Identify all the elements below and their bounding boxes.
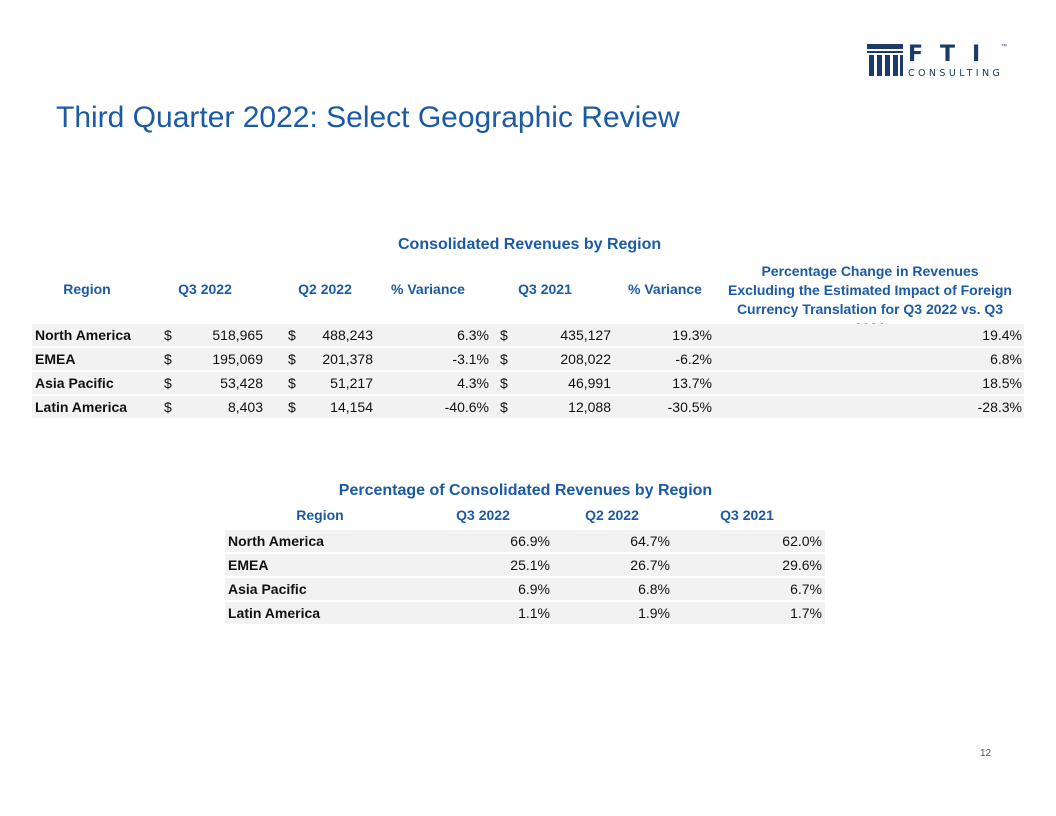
table2-header-q3-2022: Q3 2022 [456, 507, 510, 523]
table1-cell-currency-q3-2022: $ [164, 327, 172, 343]
table1-cell-currency-q3-2022: $ [164, 375, 172, 391]
table2-cell-region: Asia Pacific [228, 581, 307, 597]
table2-cell-q3-2022: 66.9% [510, 533, 550, 549]
table1-header-q3-2021: Q3 2021 [518, 281, 572, 297]
table1-cell-currency-q2-2022: $ [288, 375, 296, 391]
table1-cell-q3-2022: 8,403 [227, 399, 263, 415]
page-number: 12 [980, 748, 992, 759]
table1-cell-q3-2021: 46,991 [568, 375, 611, 391]
table2-header-q2-2022: Q2 2022 [585, 507, 639, 523]
table2-cell-region: North America [228, 533, 324, 549]
table1-cell-currency-q3-2021: $ [500, 327, 508, 343]
table1-cell-fx-change: -28.3% [977, 399, 1022, 415]
table1-cell-variance-2: 19.3% [672, 327, 712, 343]
table1-cell-currency-q3-2021: $ [500, 375, 508, 391]
table1-cell-q2-2022: 488,243 [322, 327, 373, 343]
table2-cell-q3-2022: 1.1% [518, 605, 550, 621]
table1-cell-variance-2: 13.7% [672, 375, 712, 391]
table1-header-q2-2022: Q2 2022 [298, 281, 352, 297]
table1-cell-variance-1: -3.1% [452, 351, 489, 367]
table1-cell-fx-change: 19.4% [982, 327, 1022, 343]
table2-cell-q3-2021: 1.7% [790, 605, 822, 621]
table1-cell-region: North America [35, 327, 131, 343]
table1-cell-fx-change: 6.8% [990, 351, 1022, 367]
table1-cell-variance-2: -6.2% [675, 351, 712, 367]
table1-cell-q3-2021: 12,088 [568, 399, 611, 415]
table1-cell-region: EMEA [35, 351, 76, 367]
table2-cell-q3-2021: 29.6% [782, 557, 822, 573]
table2-cell-q2-2022: 6.8% [638, 581, 670, 597]
table1-header-fx: Percentage Change in Revenues Excluding the Estimated Impact of Foreign Currency Translation for Q3 2022 vs. Q3 [728, 263, 1012, 317]
table2-header-q3-2021: Q3 2021 [720, 507, 774, 523]
table1-cell-variance-1: 6.3% [457, 327, 489, 343]
page-title: Third Quarter 2022: Select Geographic Review [56, 101, 680, 134]
table2-cell-q2-2022: 1.9% [638, 605, 670, 621]
table1-cell-fx-change: 18.5% [982, 375, 1022, 391]
table1-header-variance-2: % Variance [628, 281, 702, 297]
table1-cell-q3-2021: 208,022 [560, 351, 611, 367]
table1-cell-currency-q3-2022: $ [164, 351, 172, 367]
table1-cell-q2-2022: 51,217 [330, 375, 373, 391]
table2-cell-q2-2022: 26.7% [630, 557, 670, 573]
table1-cell-q2-2022: 14,154 [330, 399, 373, 415]
table1-cell-variance-1: -40.6% [444, 399, 489, 415]
table2-cell-q3-2022: 25.1% [510, 557, 550, 573]
table1-cell-variance-1: 4.3% [457, 375, 489, 391]
table1-header-variance-1: % Variance [391, 281, 465, 297]
table1-cell-currency-q2-2022: $ [288, 327, 296, 343]
table1-cell-currency-q3-2021: $ [500, 351, 508, 367]
table2-cell-q3-2021: 6.7% [790, 581, 822, 597]
table2-cell-region: EMEA [228, 557, 269, 573]
logo-trademark: ™ [1001, 44, 1007, 50]
table1-cell-q3-2022: 518,965 [212, 327, 263, 343]
table1-cell-variance-2: -30.5% [667, 399, 712, 415]
table2-header-region: Region [296, 507, 344, 523]
logo-subtitle: CONSULTING [908, 68, 1004, 79]
logo-name: FTI [908, 42, 998, 67]
table1-cell-q3-2022: 195,069 [212, 351, 263, 367]
table1-header-region: Region [63, 281, 111, 297]
table1-cell-q2-2022: 201,378 [322, 351, 373, 367]
table1-caption: Consolidated Revenues by Region [398, 236, 662, 253]
table2-cell-q2-2022: 64.7% [630, 533, 670, 549]
table2-cell-region: Latin America [228, 605, 321, 621]
table1-cell-q3-2022: 53,428 [220, 375, 263, 391]
table1-cell-currency-q2-2022: $ [288, 351, 296, 367]
table1-cell-currency-q3-2021: $ [500, 399, 508, 415]
table1-cell-region: Asia Pacific [35, 375, 114, 391]
table2-cell-q3-2021: 62.0% [782, 533, 822, 549]
table1-cell-currency-q3-2022: $ [164, 399, 172, 415]
table1-cell-region: Latin America [35, 399, 128, 415]
logo-wordmark [908, 44, 1003, 80]
table1-cell-currency-q2-2022: $ [288, 399, 296, 415]
table1-cell-q3-2021: 435,127 [560, 327, 611, 343]
table1-header-q3-2022: Q3 2022 [178, 281, 232, 297]
table2-caption: Percentage of Consolidated Revenues by Region [338, 482, 713, 499]
table2-cell-q3-2022: 6.9% [518, 581, 550, 597]
